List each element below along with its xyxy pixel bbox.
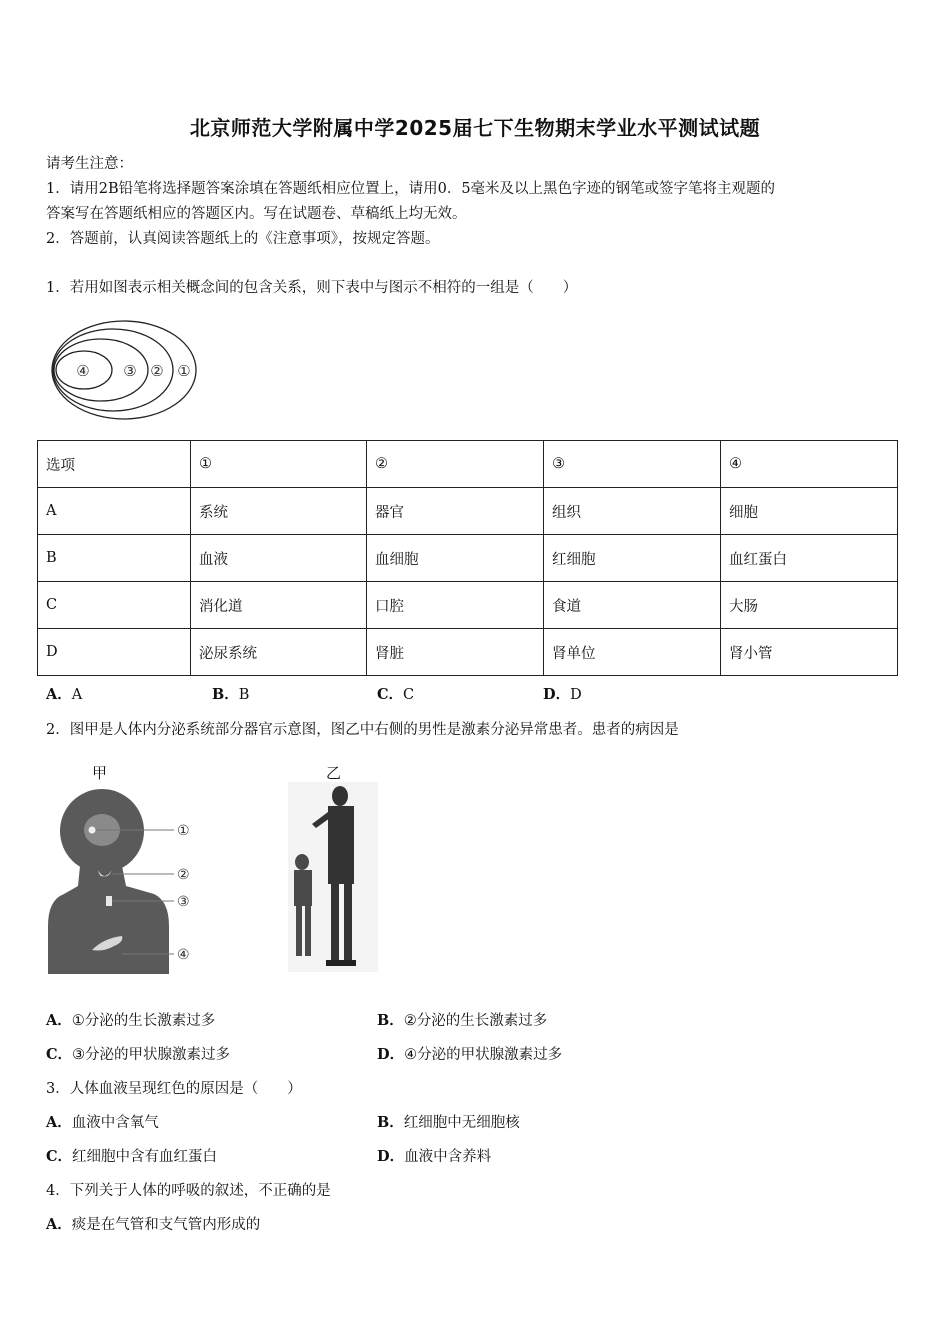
q3-option-a [46,1111,159,1132]
q3-option-c [46,1145,217,1166]
option-text: 红细胞中含有血红蛋白 [72,1149,218,1165]
table-row [38,629,898,676]
q4-stem: 4．下列关于人体的呼吸的叙述，不正确的是 [46,1183,331,1199]
option-text: A [71,687,83,703]
table-header-row [38,441,898,488]
q1-option-c [377,683,414,704]
table-header-cell: ② [367,441,544,488]
option-text: 血液中含氧气 [71,1115,159,1131]
table-row [38,488,898,535]
table-cell: 血液 [191,535,367,582]
q2-option-b [377,1009,547,1030]
option-text: D [570,687,582,703]
option-text: 红细胞中无细胞核 [403,1115,520,1131]
marker-1: ① [177,823,190,839]
q1-stem: 1．若用如图表示相关概念间的包含关系，则下表中与图示不相符的一组是（ ） [46,280,578,296]
nested-ellipses-diagram [50,318,202,422]
q2-option-d [377,1043,562,1064]
table-header-cell: 选项 [38,441,191,488]
option-letter: D． [377,1148,405,1165]
option-letter: D． [543,686,571,703]
shoes [326,960,356,966]
table-cell: 大肠 [721,582,898,629]
marker-2: ② [177,867,190,883]
q3-option-d [377,1145,491,1166]
q1-option-d [543,683,582,704]
q1-option-a [46,683,82,704]
option-text: ①分泌的生长激素过多 [71,1013,216,1029]
table-cell: 泌尿系统 [191,629,367,676]
table-header-cell: ① [191,441,367,488]
giant-man-photo [288,782,378,972]
diagram-label-2: ② [150,362,164,380]
table-row [38,582,898,629]
fig-jia-label: 甲 [92,764,108,782]
notice-line-1: 1．请用2B铅笔将选择题答案涂填在答题纸相应位置上，请用0．5毫米及以上黑色字迹的钢笔或签字笔将主观题的 [46,181,776,197]
fig-yi-label: 乙 [326,764,342,782]
option-text: 痰是在气管和支气管内形成的 [71,1217,261,1233]
table-cell: 器官 [367,488,544,535]
notice-heading: 请考生注意： [46,156,133,172]
option-letter: A． [46,1216,72,1233]
option-letter: B． [212,686,239,703]
marker-3: ③ [177,894,190,910]
table-cell: D [38,629,191,676]
q1-option-b [212,683,249,704]
marker-4: ④ [177,947,190,963]
q3-option-b [377,1111,520,1132]
option-letter: C． [46,1148,73,1165]
option-text: ③分泌的甲状腺激素过多 [72,1047,231,1063]
option-letter: B． [377,1012,404,1029]
option-letter: A． [46,1012,72,1029]
q2-stem: 2．图甲是人体内分泌系统部分器官示意图，图乙中右侧的男性是激素分泌异常患者。患者的病因是 [46,722,679,738]
option-text: C [403,687,415,703]
table-cell: 系统 [191,488,367,535]
option-text: 血液中含养料 [404,1149,492,1165]
option-letter: B． [377,1114,404,1131]
option-text: ②分泌的生长激素过多 [403,1013,548,1029]
option-letter: C． [377,686,404,703]
table-cell: A [38,488,191,535]
table-cell: 血细胞 [367,535,544,582]
table-cell: B [38,535,191,582]
table-header-cell: ④ [721,441,898,488]
table-cell: 红细胞 [544,535,721,582]
q1-table [37,440,898,676]
page-title: 北京师范大学附属中学2025届七下生物期末学业水平测试试题 [189,116,761,140]
table-cell: 肾单位 [544,629,721,676]
diagram-label-1: ① [177,362,191,380]
notice-line-3: 2．答题前，认真阅读答题纸上的《注意事项》，按规定答题。 [46,231,440,247]
option-letter: A． [46,1114,72,1131]
diagram-label-3: ③ [123,362,137,380]
table-cell: 血红蛋白 [721,535,898,582]
table-cell: 肾脏 [367,629,544,676]
notice-line-2: 答案写在答题纸相应的答题区内。写在试题卷、草稿纸上均无效。 [46,206,467,222]
thymus-shape [106,896,112,906]
table-cell: C [38,582,191,629]
endocrine-figure [44,786,204,974]
q4-option-a [46,1213,260,1234]
option-letter: C． [46,1046,73,1063]
option-letter: D． [377,1046,405,1063]
pituitary-dot [89,827,96,834]
diagram-label-4: ④ [76,362,90,380]
table-row [38,535,898,582]
option-text: ④分泌的甲状腺激素过多 [404,1047,563,1063]
option-text: B [238,687,250,703]
q2-option-c [46,1043,230,1064]
table-cell: 组织 [544,488,721,535]
q3-stem: 3．人体血液呈现红色的原因是（ ） [46,1081,302,1097]
option-letter: A． [46,686,72,703]
table-header-cell: ③ [544,441,721,488]
table-cell: 食道 [544,582,721,629]
table-cell: 消化道 [191,582,367,629]
table-cell: 细胞 [721,488,898,535]
table-cell: 肾小管 [721,629,898,676]
table-cell: 口腔 [367,582,544,629]
q2-option-a [46,1009,215,1030]
